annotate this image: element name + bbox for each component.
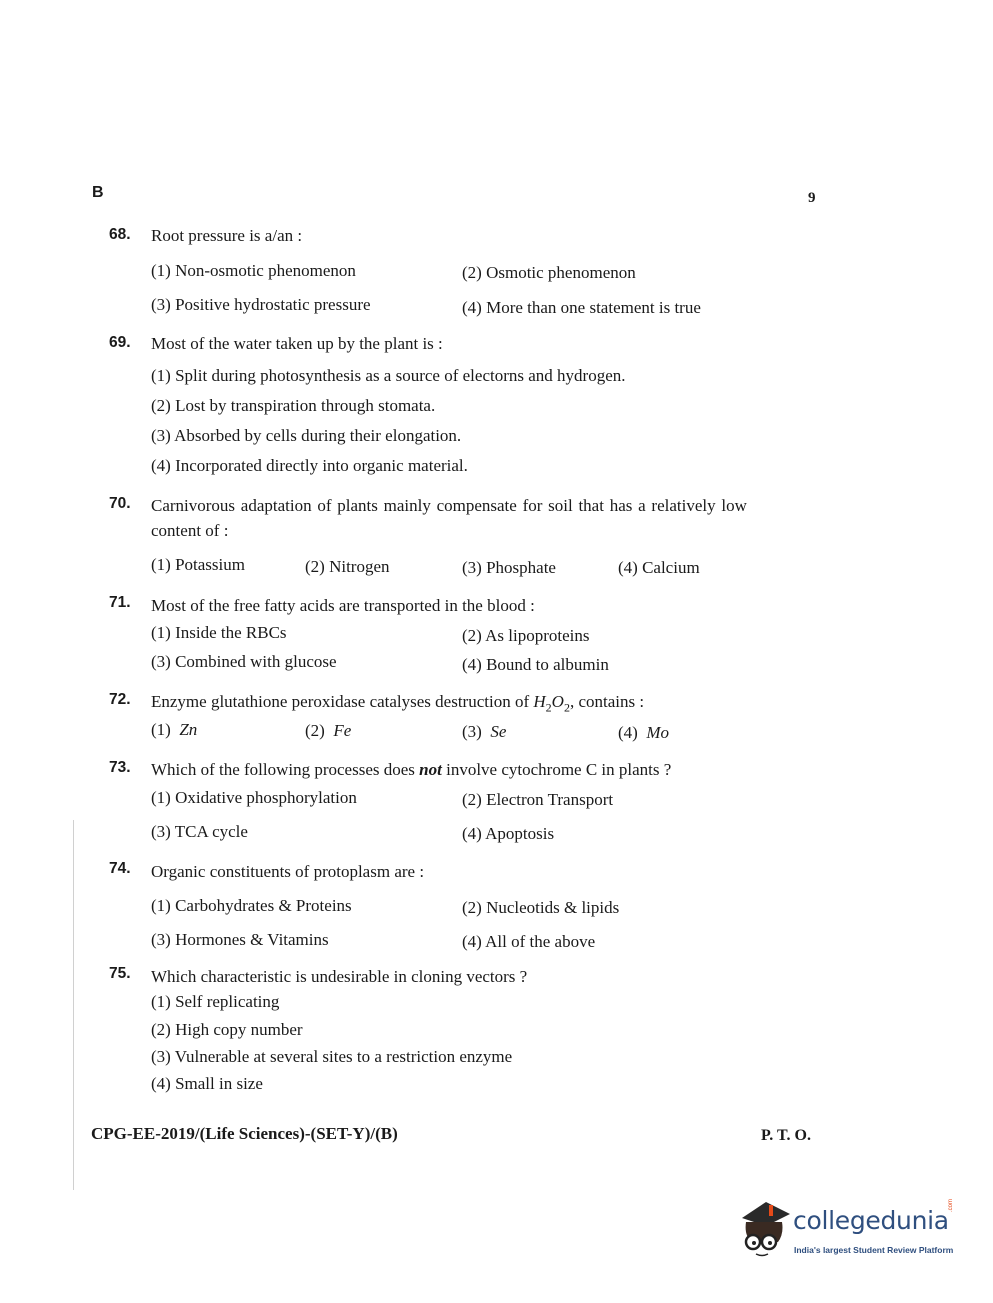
question-75-option-3: (3) Vulnerable at several sites to a restriction enzyme <box>151 1047 513 1066</box>
question-74-option-3: (3) Hormones & Vitamins <box>151 930 329 949</box>
option-prefix: (3) <box>462 722 482 741</box>
option-value: Fe <box>333 721 352 740</box>
question-71-text: Most of the free fatty acids are transported in the blood : <box>151 596 535 615</box>
question-70-option-2: (2) Nitrogen <box>305 557 390 576</box>
question-74-text: Organic constituents of protoplasm are : <box>151 862 425 881</box>
question-68-text: Root pressure is a/an : <box>151 226 303 245</box>
brand-com: .com <box>948 1198 954 1212</box>
question-74-option-4: (4) All of the above <box>462 932 596 951</box>
page-number: 9 <box>808 190 816 206</box>
set-label: B <box>92 184 104 201</box>
question-72-option-4 <box>618 723 669 743</box>
option-prefix: (1) <box>151 720 171 739</box>
question-72-option-1 <box>151 720 197 740</box>
formula-h2o2 <box>533 692 570 715</box>
question-69-option-4: (4) Incorporated directly into organic material. <box>151 456 468 475</box>
question-72-text <box>151 692 644 715</box>
footer-pto: P. T. O. <box>761 1127 811 1144</box>
question-75-option-4: (4) Small in size <box>151 1074 263 1093</box>
formula-o: O <box>551 692 564 711</box>
question-69-option-2: (2) Lost by transpiration through stomata. <box>151 396 436 415</box>
brand-tagline: India's largest Student Review Platform <box>794 1245 954 1255</box>
scan-margin-line <box>73 820 74 1190</box>
question-73-text-after: involve cytochrome C in plants ? <box>441 760 672 779</box>
question-71-option-1: (1) Inside the RBCs <box>151 623 287 642</box>
question-69-option-1: (1) Split during photosynthesis as a source of electorns and hydrogen. <box>151 366 626 385</box>
question-71-number: 71. <box>109 594 131 611</box>
footer-exam-code: CPG-EE-2019/(Life Sciences)-(SET-Y)/(B) <box>91 1124 398 1143</box>
question-72-option-3 <box>462 722 506 742</box>
question-71-option-3: (3) Combined with glucose <box>151 652 337 671</box>
question-69-text: Most of the water taken up by the plant is : <box>151 334 443 353</box>
question-73-text <box>151 760 671 780</box>
question-74-option-1: (1) Carbohydrates & Proteins <box>151 896 352 915</box>
option-prefix: (2) <box>305 721 325 740</box>
question-72-number: 72. <box>109 691 131 708</box>
question-73-option-3: (3) TCA cycle <box>151 822 248 841</box>
question-68-option-2: (2) Osmotic phenomenon <box>462 263 636 282</box>
question-72-text-after: , contains : <box>569 692 645 711</box>
option-value: Mo <box>646 723 669 742</box>
option-value: Se <box>490 722 507 741</box>
question-75-option-2: (2) High copy number <box>151 1020 303 1039</box>
question-73-option-2: (2) Electron Transport <box>462 790 614 809</box>
question-68-option-3: (3) Positive hydrostatic pressure <box>151 295 371 314</box>
question-71-option-2: (2) As lipoproteins <box>462 626 590 645</box>
brand-name: collegedunia <box>793 1206 949 1235</box>
question-72-text-before: Enzyme glutathione peroxidase catalyses destruction of <box>151 692 534 711</box>
question-70-number: 70. <box>109 495 131 512</box>
question-73-number: 73. <box>109 759 131 776</box>
formula-h: H <box>533 692 546 711</box>
question-69-option-3: (3) Absorbed by cells during their elongation. <box>151 426 462 445</box>
question-70-option-3: (3) Phosphate <box>462 558 556 577</box>
question-73-option-4: (4) Apoptosis <box>462 824 555 843</box>
question-70-text-line1: Carnivorous adaptation of plants mainly compensate for soil that has a relatively low <box>151 496 747 515</box>
collegedunia-logo <box>736 1196 966 1266</box>
mascot-icon <box>736 1196 794 1258</box>
question-69-number: 69. <box>109 334 131 351</box>
question-74-option-2: (2) Nucleotids & lipids <box>462 898 620 917</box>
question-71-option-4: (4) Bound to albumin <box>462 655 609 674</box>
question-73-option-1: (1) Oxidative phosphorylation <box>151 788 357 807</box>
question-75-text: Which characteristic is undesirable in cloning vectors ? <box>151 967 528 986</box>
question-70-option-4: (4) Calcium <box>618 558 700 577</box>
question-70-option-1: (1) Potassium <box>151 555 245 574</box>
question-68-number: 68. <box>109 226 131 243</box>
question-75-number: 75. <box>109 965 131 982</box>
option-value: Zn <box>179 720 198 739</box>
question-70-text-line2: content of : <box>151 521 229 540</box>
formula-sub-1: 2 <box>545 700 552 715</box>
question-73-emphasis: not <box>419 760 442 779</box>
question-74-number: 74. <box>109 860 131 877</box>
question-72-option-2 <box>305 721 351 741</box>
formula-sub-2: 2 <box>563 700 570 715</box>
question-75-option-1: (1) Self replicating <box>151 992 280 1011</box>
question-68-option-1: (1) Non-osmotic phenomenon <box>151 261 356 280</box>
option-prefix: (4) <box>618 723 638 742</box>
question-68-option-4: (4) More than one statement is true <box>462 298 701 317</box>
question-73-text-before: Which of the following processes does <box>151 760 420 779</box>
